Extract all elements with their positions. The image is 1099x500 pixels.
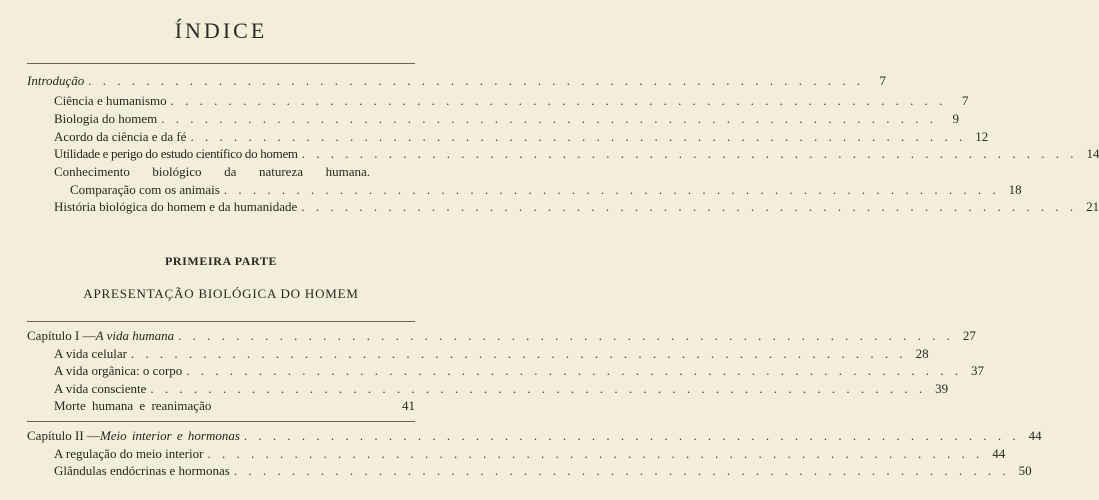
chapter-title: A vida humana [95,328,175,343]
section-rule [27,321,415,322]
toc-entry-page: 50 [1018,463,1032,478]
leader-dots: . . . . . . . . . . . . . . . . . . . . . . . . . . . . . . . . . . . . . . . . . . . . . . . . . . . . . . [186,363,963,378]
toc-entry[interactable] [54,146,1099,161]
chapter-prefix: Capítulo II — [27,428,100,443]
leader-dots: . . . . . . . . . . . . . . . . . . . . . . . . . . . . . . . . . . . . . . . . . . . . . . . . . . . . . . [161,111,938,126]
toc-entry[interactable] [54,363,985,378]
toc-entry[interactable] [54,93,969,108]
toc-entry[interactable] [54,199,1099,214]
toc-entry-label: História biológica do homem e da humanidade [54,199,298,214]
toc-entry[interactable] [54,381,949,396]
leader-dots: . . . . . . . . . . . . . . . . . . . . . . . . . . . . . . . . . . . . . . . . . . . . . . . . . . . . . . [150,381,927,396]
toc-entry[interactable] [54,111,960,126]
chapter-prefix: Capítulo I — [27,328,96,343]
toc-entry-label: Morte humana e reanimação [54,398,212,413]
toc-entry-label: Ciência e humanismo [54,93,167,108]
toc-entry[interactable] [54,129,989,144]
toc-entry-label: Biologia do homem [54,111,158,126]
toc-entry-label: Acordo da ciência e da fé [54,129,187,144]
toc-entry-page: 27 [962,328,976,343]
leader-dots: . . . . . . . . . . . . . . . . . . . . . . . . . . . . . . . . . . . . . . . . . . . . . . . . . . . . . . [178,328,954,343]
leader-dots: . . . . . . . . . . . . . . . . . . . . . . . . . . . . . . . . . . . . . . . . . . . . . . . . . . . . . . [207,446,984,461]
toc-entry[interactable] [70,182,1022,197]
toc-entry-page: 12 [975,129,989,144]
leader-dots: . . . . . . . . . . . . . . . . . . . . . . . . . . . . . . . . . . . . . . . . . . . . . . . . . . . . . . [243,428,1020,443]
toc-entry-page: 44 [1028,428,1042,443]
leader-dots: . . . . . . . . . . . . . . . . . . . . . . . . . . . . . . . . . . . . . . . . . . . . . . . . . . . . . . [130,346,907,361]
toc-chapter-2[interactable] [27,428,1042,443]
page-title: ÍNDICE [174,18,268,43]
leader-dots: . . . . . . . . . . . . . . . . . . . . . . . . . . . . . . . . . . . . . . . . . . . . . . . . . . . . . . [223,182,1000,197]
leader-dots: . . . . . . . . . . . . . . . . . . . . . . . . . . . . . . . . . . . . . . . . . . . . . . . . . . . . . . [190,129,967,144]
toc-entry[interactable] [54,346,929,361]
toc-entry-label: Introdução [27,73,85,88]
section-rule [27,421,415,422]
part-heading: PRIMEIRA PARTE [164,254,278,268]
leader-dots: . . . . . . . . . . . . . . . . . . . . . . . . . . . . . . . . . . . . . . . . . . . . . . . . . . . . . . [88,73,865,88]
toc-entry-page: 39 [935,381,949,396]
toc-entry-page: 14 [1086,146,1099,161]
toc-entry-page: 7 [961,93,969,108]
leader-dots: . . . . . . . . . . . . . . . . . . . . . . . . . . . . . . . . . . . . . . . . . . . . . . . . . . . . . . [170,93,947,108]
toc-entry-page: 18 [1008,182,1022,197]
toc-entry[interactable] [54,463,1032,478]
leader-dots: . . . . . . . . . . . . . . . . . . . . . . . . . . . . . . . . . . . . . . . . . . . . . . . . . . . . . . [301,146,1078,161]
toc-entry-page: 28 [915,346,929,361]
toc-entry-page: 7 [879,73,887,88]
toc-entry-page: 44 [992,446,1006,461]
toc-entry[interactable] [54,398,415,413]
toc-entry-label: Utilidade e perigo do estudo científico do homem [54,146,298,161]
leader-dots: . . . . . . . . . . . . . . . . . . . . . . . . . . . . . . . . . . . . . . . . . . . . . . . . . . . . . . [301,199,1078,214]
toc-chapter-1[interactable] [27,328,976,343]
toc-entry-label: A regulação do meio interior [54,446,204,461]
toc-entry-introducao[interactable] [27,73,887,88]
chapter-title: Meio interior e hormonas [99,428,240,443]
toc-entry-label: A vida consciente [54,381,147,396]
toc-entry-label: Glândulas endócrinas e hormonas [54,463,230,478]
toc-entry-label: Conhecimento biológico da natureza humana. [54,164,370,179]
toc-entry-page: 21 [1086,199,1099,214]
toc-entry-label: A vida celular [54,346,127,361]
part-subheading: APRESENTAÇÃO BIOLÓGICA DO HOMEM [83,286,359,301]
leader-dots: . . . . . . . . . . . . . . . . . . . . . . . . . . . . . . . . . . . . . . . . . . . . . . . . . . . . . . [233,463,1010,478]
toc-entry-page: 9 [952,111,960,126]
toc-entry-page: 37 [971,363,985,378]
toc-entry[interactable] [54,446,1006,461]
toc-entry-label: Comparação com os animais [70,182,220,197]
toc-entry-label: A vida orgânica: o corpo [54,363,183,378]
toc-entry-page: 41 [402,398,415,413]
top-rule [27,63,415,64]
